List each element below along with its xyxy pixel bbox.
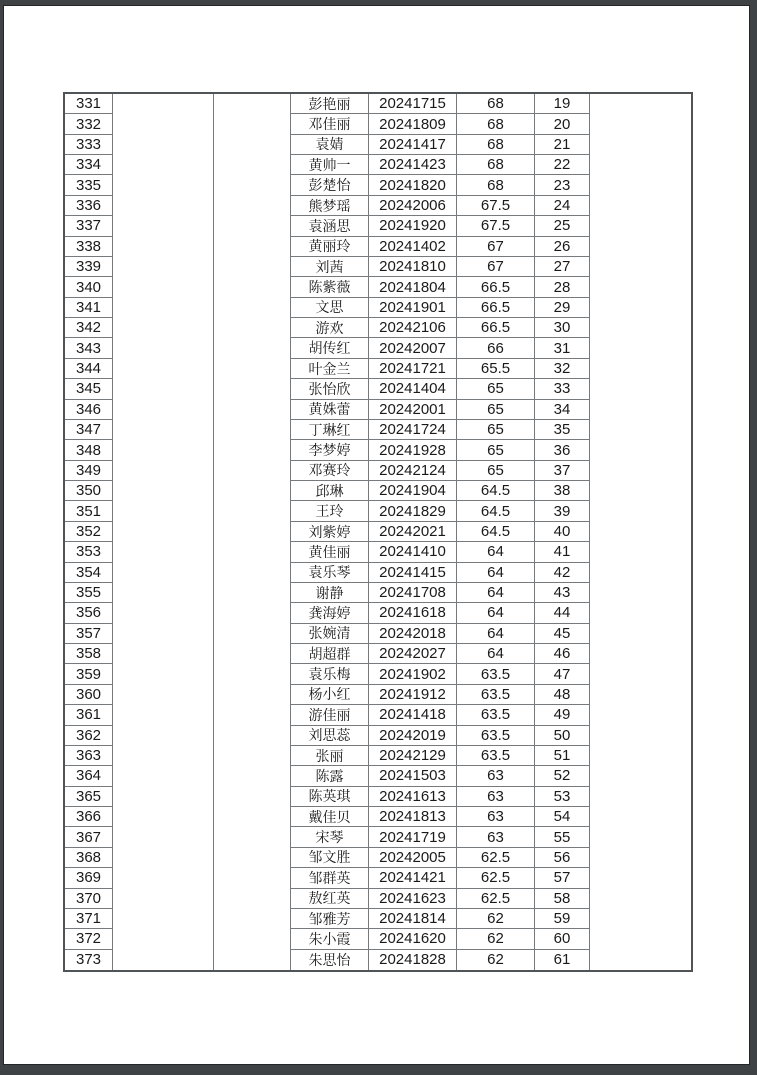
row-number-cell: 365 <box>65 787 113 807</box>
rank-cell: 57 <box>535 868 590 888</box>
rank-cell: 33 <box>535 379 590 399</box>
name-cell: 龚海婷 <box>291 603 369 623</box>
name-cell: 邓赛玲 <box>291 461 369 481</box>
exam-number-cell: 20241618 <box>369 603 457 623</box>
score-cell: 64.5 <box>457 522 535 542</box>
exam-number-cell: 20241901 <box>369 298 457 318</box>
row-number-cell: 339 <box>65 257 113 277</box>
rank-cell: 23 <box>535 175 590 195</box>
name-cell: 袁涵思 <box>291 216 369 236</box>
exam-number-cell: 20242129 <box>369 746 457 766</box>
score-cell: 63.5 <box>457 726 535 746</box>
name-cell: 陈露 <box>291 766 369 786</box>
exam-number-cell: 20242106 <box>369 318 457 338</box>
exam-number-cell: 20241415 <box>369 563 457 583</box>
score-cell: 63 <box>457 766 535 786</box>
name-cell: 黄姝蕾 <box>291 400 369 420</box>
name-cell: 朱小霞 <box>291 929 369 949</box>
score-cell: 67 <box>457 257 535 277</box>
rank-cell: 27 <box>535 257 590 277</box>
exam-number-cell: 20241721 <box>369 359 457 379</box>
rank-cell: 50 <box>535 726 590 746</box>
rank-cell: 32 <box>535 359 590 379</box>
row-number-cell: 368 <box>65 848 113 868</box>
row-number-cell: 361 <box>65 705 113 725</box>
name-cell: 邹文胜 <box>291 848 369 868</box>
rank-cell: 41 <box>535 542 590 562</box>
row-number-cell: 335 <box>65 175 113 195</box>
score-cell: 66 <box>457 338 535 358</box>
rank-cell: 40 <box>535 522 590 542</box>
empty-merged-column-2 <box>214 94 291 970</box>
score-cell: 64.5 <box>457 501 535 521</box>
row-number-cell: 343 <box>65 338 113 358</box>
row-number-cell: 370 <box>65 889 113 909</box>
score-cell: 64 <box>457 644 535 664</box>
score-cell: 67.5 <box>457 216 535 236</box>
score-cell: 68 <box>457 114 535 134</box>
score-cell: 68 <box>457 94 535 114</box>
score-cell: 65 <box>457 461 535 481</box>
score-cell: 63.5 <box>457 685 535 705</box>
name-cell: 熊梦瑶 <box>291 196 369 216</box>
name-cell: 游欢 <box>291 318 369 338</box>
rank-cell: 53 <box>535 787 590 807</box>
row-number-cell: 356 <box>65 603 113 623</box>
row-number-cell: 353 <box>65 542 113 562</box>
name-cell: 刘茜 <box>291 257 369 277</box>
exam-number-cell: 20241820 <box>369 175 457 195</box>
score-cell: 62 <box>457 929 535 949</box>
exam-number-cell: 20242019 <box>369 726 457 746</box>
rank-cell: 52 <box>535 766 590 786</box>
name-cell: 刘紫婷 <box>291 522 369 542</box>
score-cell: 62.5 <box>457 868 535 888</box>
rank-cell: 24 <box>535 196 590 216</box>
exam-number-cell: 20241724 <box>369 420 457 440</box>
row-number-cell: 364 <box>65 766 113 786</box>
name-cell: 宋琴 <box>291 827 369 847</box>
rank-cell: 37 <box>535 461 590 481</box>
score-cell: 63 <box>457 807 535 827</box>
score-cell: 65 <box>457 400 535 420</box>
row-number-cell: 363 <box>65 746 113 766</box>
score-cell: 64 <box>457 624 535 644</box>
row-number-cell: 340 <box>65 277 113 297</box>
exam-number-cell: 20242001 <box>369 400 457 420</box>
score-cell: 64 <box>457 563 535 583</box>
row-number-cell: 336 <box>65 196 113 216</box>
score-cell: 65 <box>457 379 535 399</box>
rank-cell: 48 <box>535 685 590 705</box>
name-cell: 彭艳丽 <box>291 94 369 114</box>
score-cell: 67 <box>457 237 535 257</box>
score-cell: 68 <box>457 175 535 195</box>
rank-cell: 45 <box>535 624 590 644</box>
score-cell: 64 <box>457 583 535 603</box>
row-number-cell: 358 <box>65 644 113 664</box>
row-number-cell: 344 <box>65 359 113 379</box>
score-cell: 65.5 <box>457 359 535 379</box>
name-cell: 袁乐梅 <box>291 664 369 684</box>
row-number-cell: 342 <box>65 318 113 338</box>
row-number-cell: 346 <box>65 400 113 420</box>
score-cell: 65 <box>457 420 535 440</box>
row-number-cell: 372 <box>65 929 113 949</box>
name-cell: 文思 <box>291 298 369 318</box>
row-number-cell: 360 <box>65 685 113 705</box>
rank-cell: 46 <box>535 644 590 664</box>
row-number-cell: 347 <box>65 420 113 440</box>
exam-number-cell: 20242124 <box>369 461 457 481</box>
name-cell: 陈英琪 <box>291 787 369 807</box>
rank-cell: 51 <box>535 746 590 766</box>
rank-cell: 54 <box>535 807 590 827</box>
score-cell: 66.5 <box>457 318 535 338</box>
row-number-cell: 338 <box>65 237 113 257</box>
score-cell: 62 <box>457 950 535 970</box>
name-cell: 黄帅一 <box>291 155 369 175</box>
row-number-cell: 337 <box>65 216 113 236</box>
exam-number-cell: 20242021 <box>369 522 457 542</box>
exam-number-cell: 20241402 <box>369 237 457 257</box>
score-cell: 66.5 <box>457 298 535 318</box>
rank-cell: 34 <box>535 400 590 420</box>
name-cell: 邹群英 <box>291 868 369 888</box>
name-cell: 戴佳贝 <box>291 807 369 827</box>
name-cell: 袁乐琴 <box>291 563 369 583</box>
exam-number-cell: 20242005 <box>369 848 457 868</box>
score-cell: 63 <box>457 787 535 807</box>
row-number-cell: 341 <box>65 298 113 318</box>
name-cell: 张怡欣 <box>291 379 369 399</box>
exam-number-cell: 20241810 <box>369 257 457 277</box>
score-cell: 63 <box>457 827 535 847</box>
name-cell: 黄佳丽 <box>291 542 369 562</box>
rank-cell: 55 <box>535 827 590 847</box>
name-cell: 邱琳 <box>291 481 369 501</box>
name-cell: 邹雅芳 <box>291 909 369 929</box>
name-cell: 王玲 <box>291 501 369 521</box>
score-cell: 63.5 <box>457 705 535 725</box>
rank-cell: 31 <box>535 338 590 358</box>
row-number-cell: 349 <box>65 461 113 481</box>
row-number-cell: 333 <box>65 135 113 155</box>
score-cell: 67.5 <box>457 196 535 216</box>
exam-number-cell: 20242007 <box>369 338 457 358</box>
row-number-cell: 331 <box>65 94 113 114</box>
exam-number-cell: 20241613 <box>369 787 457 807</box>
exam-number-cell: 20241902 <box>369 664 457 684</box>
name-cell: 彭楚怡 <box>291 175 369 195</box>
name-cell: 叶金兰 <box>291 359 369 379</box>
exam-number-cell: 20241423 <box>369 155 457 175</box>
rank-cell: 29 <box>535 298 590 318</box>
row-number-cell: 359 <box>65 664 113 684</box>
document-page <box>3 5 750 1065</box>
rank-cell: 61 <box>535 950 590 970</box>
exam-number-cell: 20241715 <box>369 94 457 114</box>
rank-cell: 60 <box>535 929 590 949</box>
rank-cell: 30 <box>535 318 590 338</box>
rank-cell: 42 <box>535 563 590 583</box>
empty-merged-column-right <box>590 94 691 970</box>
row-number-cell: 373 <box>65 950 113 970</box>
score-cell: 64 <box>457 542 535 562</box>
score-cell: 66.5 <box>457 277 535 297</box>
score-cell: 64.5 <box>457 481 535 501</box>
score-cell: 62.5 <box>457 848 535 868</box>
name-cell: 刘思蕊 <box>291 726 369 746</box>
rank-cell: 28 <box>535 277 590 297</box>
exam-number-cell: 20241418 <box>369 705 457 725</box>
score-cell: 62 <box>457 909 535 929</box>
name-cell: 敖红英 <box>291 889 369 909</box>
row-number-cell: 367 <box>65 827 113 847</box>
row-number-cell: 369 <box>65 868 113 888</box>
exam-number-cell: 20241719 <box>369 827 457 847</box>
exam-number-cell: 20241623 <box>369 889 457 909</box>
score-cell: 63.5 <box>457 664 535 684</box>
rank-cell: 56 <box>535 848 590 868</box>
exam-number-cell: 20241620 <box>369 929 457 949</box>
row-number-cell: 334 <box>65 155 113 175</box>
name-cell: 谢静 <box>291 583 369 603</box>
exam-number-cell: 20241828 <box>369 950 457 970</box>
rank-cell: 49 <box>535 705 590 725</box>
exam-number-cell: 20242006 <box>369 196 457 216</box>
row-number-cell: 366 <box>65 807 113 827</box>
score-table <box>63 92 693 972</box>
rank-cell: 21 <box>535 135 590 155</box>
name-cell: 李梦婷 <box>291 440 369 460</box>
score-cell: 62.5 <box>457 889 535 909</box>
rank-cell: 25 <box>535 216 590 236</box>
row-number-cell: 348 <box>65 440 113 460</box>
exam-number-cell: 20242027 <box>369 644 457 664</box>
rank-cell: 36 <box>535 440 590 460</box>
score-cell: 68 <box>457 155 535 175</box>
exam-number-cell: 20241829 <box>369 501 457 521</box>
exam-number-cell: 20241813 <box>369 807 457 827</box>
rank-cell: 20 <box>535 114 590 134</box>
name-cell: 陈紫薇 <box>291 277 369 297</box>
rank-cell: 59 <box>535 909 590 929</box>
name-cell: 袁婧 <box>291 135 369 155</box>
rank-cell: 58 <box>535 889 590 909</box>
row-number-cell: 355 <box>65 583 113 603</box>
exam-number-cell: 20241814 <box>369 909 457 929</box>
exam-number-cell: 20241417 <box>369 135 457 155</box>
rank-cell: 35 <box>535 420 590 440</box>
row-number-cell: 362 <box>65 726 113 746</box>
exam-number-cell: 20241503 <box>369 766 457 786</box>
score-cell: 64 <box>457 603 535 623</box>
rank-cell: 19 <box>535 94 590 114</box>
name-cell: 杨小红 <box>291 685 369 705</box>
exam-number-cell: 20241904 <box>369 481 457 501</box>
name-cell: 张丽 <box>291 746 369 766</box>
name-cell: 张婉清 <box>291 624 369 644</box>
rank-cell: 38 <box>535 481 590 501</box>
rank-cell: 44 <box>535 603 590 623</box>
score-cell: 68 <box>457 135 535 155</box>
rank-cell: 39 <box>535 501 590 521</box>
row-number-cell: 350 <box>65 481 113 501</box>
name-cell: 游佳丽 <box>291 705 369 725</box>
name-cell: 黄丽玲 <box>291 237 369 257</box>
row-number-cell: 345 <box>65 379 113 399</box>
name-cell: 胡传红 <box>291 338 369 358</box>
empty-merged-column-1 <box>113 94 214 970</box>
exam-number-cell: 20241708 <box>369 583 457 603</box>
name-cell: 邓佳丽 <box>291 114 369 134</box>
row-number-cell: 332 <box>65 114 113 134</box>
row-number-cell: 371 <box>65 909 113 929</box>
exam-number-cell: 20241920 <box>369 216 457 236</box>
score-cell: 65 <box>457 440 535 460</box>
rank-cell: 43 <box>535 583 590 603</box>
exam-number-cell: 20241928 <box>369 440 457 460</box>
name-cell: 朱思怡 <box>291 950 369 970</box>
exam-number-cell: 20241410 <box>369 542 457 562</box>
rank-cell: 26 <box>535 237 590 257</box>
row-number-cell: 351 <box>65 501 113 521</box>
name-cell: 胡超群 <box>291 644 369 664</box>
exam-number-cell: 20241421 <box>369 868 457 888</box>
exam-number-cell: 20242018 <box>369 624 457 644</box>
row-number-cell: 357 <box>65 624 113 644</box>
row-number-cell: 352 <box>65 522 113 542</box>
score-cell: 63.5 <box>457 746 535 766</box>
name-cell: 丁琳红 <box>291 420 369 440</box>
exam-number-cell: 20241404 <box>369 379 457 399</box>
rank-cell: 22 <box>535 155 590 175</box>
exam-number-cell: 20241809 <box>369 114 457 134</box>
row-number-cell: 354 <box>65 563 113 583</box>
rank-cell: 47 <box>535 664 590 684</box>
exam-number-cell: 20241804 <box>369 277 457 297</box>
exam-number-cell: 20241912 <box>369 685 457 705</box>
